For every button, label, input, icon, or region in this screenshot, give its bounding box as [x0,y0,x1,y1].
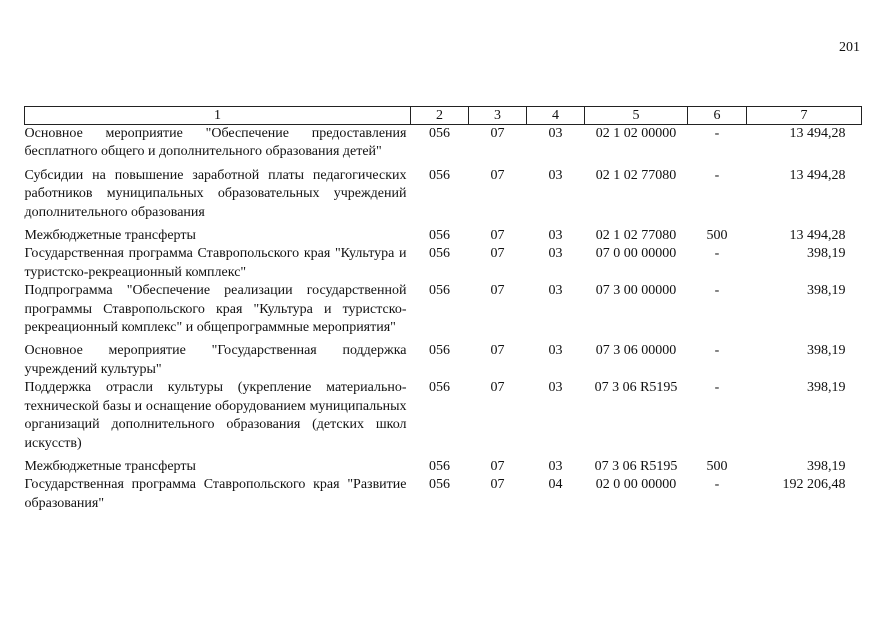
row-name: Межбюджетные трансферты [24,458,196,474]
row-cell: 07 3 06 R5195 [594,380,678,396]
column-header: 1 [25,107,411,125]
column-header: 7 [747,107,862,125]
row-cell: 056 [429,458,450,474]
row-name: Межбюджетные трансферты [24,228,196,244]
table-row [25,458,862,476]
row-cell: 02 1 02 77080 [595,228,677,244]
row-amount: 398,19 [807,458,846,474]
row-cell: 03 [548,458,563,474]
row-cell: - [714,343,720,359]
row-cell: - [714,246,720,262]
column-header: 2 [411,107,469,125]
row-cell: 02 1 02 77080 [595,167,677,183]
row-amount: 13 494,28 [789,228,846,244]
row-name: Субсидии на повышение заработной платы педагогических работников муниципальных образовательных учреждений дополнительного образования [24,167,407,220]
row-cell: - [714,167,720,183]
row-cell: 07 3 00 00000 [595,283,677,299]
row-cell: 056 [429,283,450,299]
row-name: Государственная программа Ставропольского края "Культура и туристско-рекреационный комплекс" [24,246,407,280]
row-name: Основное мероприятие "Обеспечение предоставления бесплатного общего и дополнительного образования детей" [24,126,407,160]
row-cell: 04 [548,477,563,493]
column-header: 3 [469,107,527,125]
row-amount: 13 494,28 [789,126,846,141]
row-amount: 398,19 [807,343,846,359]
row-amount: 13 494,28 [789,167,846,183]
row-cell: 07 [490,477,505,493]
row-cell: - [714,283,720,299]
budget-table [24,106,862,513]
table-row [25,125,862,167]
table-row [25,167,862,227]
row-cell: - [714,477,720,493]
row-cell: - [714,126,720,141]
row-cell: 056 [429,126,450,141]
row-cell: 056 [429,246,450,262]
row-amount: 398,19 [807,380,846,396]
table-header-row [25,107,862,125]
row-cell: 07 [490,283,505,299]
table-row [25,476,862,513]
row-cell: 03 [548,228,563,244]
row-cell: 056 [429,343,450,359]
row-amount: 398,19 [807,246,846,262]
table-row [25,342,862,379]
row-cell: 07 [490,167,505,183]
row-cell: 07 0 00 00000 [595,246,677,262]
row-cell: 500 [706,458,728,474]
row-cell: 07 [490,246,505,262]
row-cell: 03 [548,283,563,299]
row-cell: 056 [429,477,450,493]
table-row [25,245,862,282]
row-name: Подпрограмма "Обеспечение реализации государственной программы Ставропольского края "Культура и туристско-рекреационный комплекс" и общепрограммные мероприятия" [24,283,407,336]
row-cell: 07 [490,458,505,474]
row-cell: 02 0 00 00000 [595,477,677,493]
row-cell: 056 [429,167,450,183]
row-name: Поддержка отрасли культуры (укрепление материально-технической базы и оснащение оборудованием муниципальных организаций дополнительного образования (детских школ искусств) [24,380,407,451]
row-cell: 02 1 02 00000 [595,126,677,141]
row-cell: 07 [490,343,505,359]
column-header: 4 [527,107,585,125]
row-amount: 398,19 [807,283,846,299]
row-amount: 192 206,48 [782,477,846,493]
row-cell: 500 [706,228,728,244]
table-row [25,282,862,342]
table-row [25,379,862,458]
row-name: Государственная программа Ставропольского края "Развитие образования" [24,477,407,511]
row-cell: 03 [548,126,563,141]
row-cell: 07 [490,380,505,396]
row-cell: 056 [429,228,450,244]
row-cell: 03 [548,343,563,359]
row-cell: 03 [548,167,563,183]
row-cell: 07 3 06 00000 [595,343,677,359]
row-cell: 03 [548,380,563,396]
row-cell: 056 [429,380,450,396]
column-header: 5 [585,107,688,125]
row-cell: 03 [548,246,563,262]
page-number: 201 [839,40,860,55]
row-cell: 07 3 06 R5195 [594,458,678,474]
column-header: 6 [688,107,747,125]
row-cell: - [714,380,720,396]
table-row [25,227,862,245]
row-name: Основное мероприятие "Государственная поддержка учреждений культуры" [24,343,407,377]
row-cell: 07 [490,228,505,244]
row-cell: 07 [490,126,505,141]
